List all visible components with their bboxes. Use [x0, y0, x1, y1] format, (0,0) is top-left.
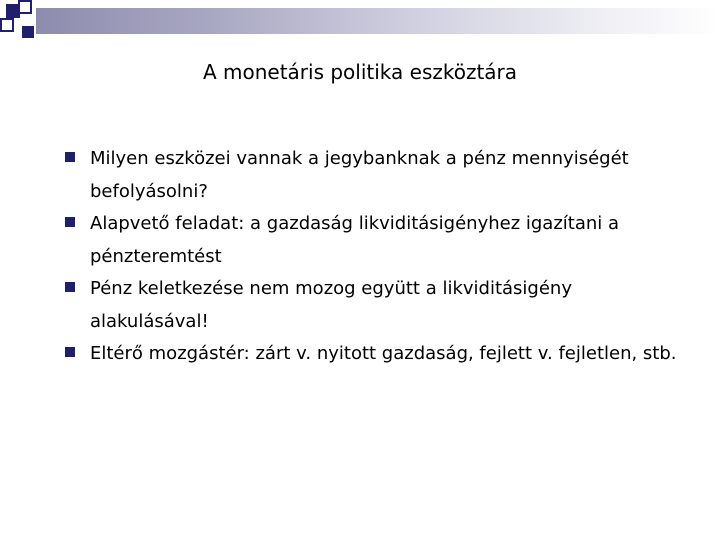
square-bullet-icon: [65, 217, 75, 227]
square-bullet-icon: [65, 152, 75, 162]
header-gradient-bar: [36, 8, 720, 34]
bullet-text: Pénz keletkezése nem mozog együtt a likviditásigény alakulásával!: [90, 278, 572, 332]
square-bullet-icon: [65, 347, 75, 357]
square-decoration-icon: [0, 18, 14, 32]
square-decoration-icon: [22, 26, 34, 38]
bullet-item: [60, 208, 680, 273]
bullet-text: Eltérő mozgástér: zárt v. nyitott gazdaság, fejlett v. fejletlen, stb.: [90, 343, 677, 364]
square-bullet-icon: [65, 282, 75, 292]
header-decoration: [0, 0, 720, 50]
square-decoration-icon: [18, 0, 32, 14]
bullet-item: [60, 273, 680, 338]
bullet-item: [60, 143, 680, 208]
bullet-item: [60, 338, 680, 371]
bullet-text: Alapvető feladat: a gazdaság likviditásigényhez igazítani a pénzteremtést: [90, 213, 620, 267]
bullet-text: Milyen eszközei vannak a jegybanknak a pénz mennyiségét befolyásolni?: [90, 148, 629, 202]
bullet-list: [60, 143, 680, 371]
slide-title: A monetáris politika eszköztára: [202, 60, 518, 84]
